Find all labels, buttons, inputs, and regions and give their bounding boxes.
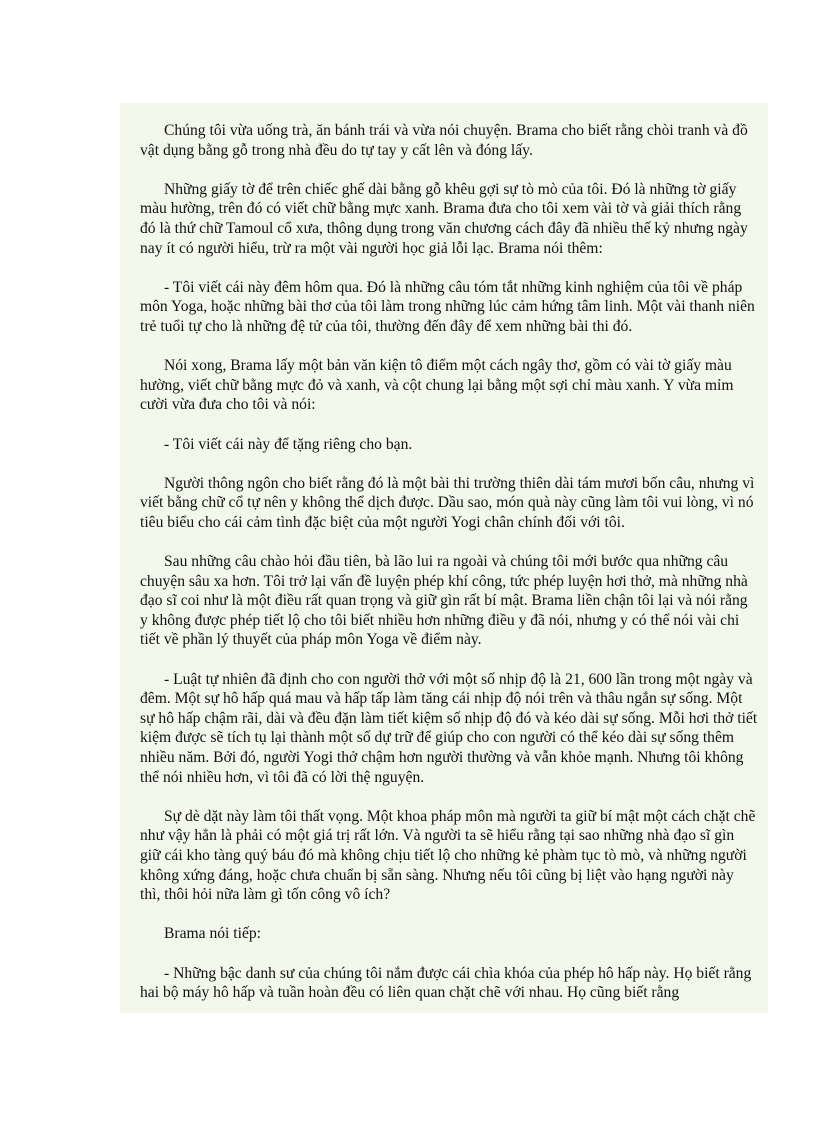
paragraph: - Luật tự nhiên đã định cho con người thở với một số nhịp độ là 21, 600 lần trong một ngày và đêm. Một sự hô hấp quá mau và hấp tấp làm tăng cái nhịp độ nói trên và thâu ngắn sự sống. Một sự hô hấp chậm rãi, dài và đều đặn làm tiết kiệm số nhịp độ đó và kéo dài sự sống. Mỗi hơi thở tiết kiệm được sẽ tích tụ lại thành một số dự trữ để giúp cho con người có thể kéo dài sự sống thêm nhiều năm. Bởi đó, người Yogi thở chậm hơn người thường và vẫn khỏe mạnh. Nhưng tôi không thể nói nhiều hơn, vì tôi đã có lời thệ nguyện. [140,670,758,786]
paragraph: Những giấy tờ để trên chiếc ghế dài bằng gỗ khêu gợi sự tò mò của tôi. Đó là những tờ giấy màu hường, trên đó có viết chữ bằng mực xanh. Brama đưa cho tôi xem vài tờ và giải thích rằng đó là thứ chữ Tamoul cổ xưa, thông dụng trong văn chương cách đây đã nhiều thế kỷ nhưng ngày nay ít có người hiểu, trừ ra một vài người học giả lỗi lạc. Brama nói thêm: [140,180,748,257]
paragraph: Brama nói tiếp: [164,925,262,943]
paragraph: Nói xong, Brama lấy một bản văn kiện tô điểm một cách ngây thơ, gồm có vài tờ giấy màu hường, viết chữ bằng mực đỏ và xanh, và cột chung lại bằng một sợi chỉ màu xanh. Y vừa mỉm cười vừa đưa cho tôi và nói: [140,357,734,414]
paragraph: - Những bậc danh sư của chúng tôi nắm được cái chìa khóa của phép hô hấp này. Họ biết rằng hai bộ máy hô hấp và tuần hoàn đều có liên quan chặt chẽ với nhau. Họ cũng biết rằng [140,964,752,1002]
paragraph: - Tôi viết cái này đêm hôm qua. Đó là những câu tóm tắt những kinh nghiệm của tôi về pháp môn Yoga, hoặc những bài thơ của tôi làm trong những lúc cảm hứng tâm linh. Một vài thanh niên trẻ tuổi tự cho là những đệ tử của tôi, thường đến đây để xem những bài thi đó. [140,278,755,335]
paragraph: - Tôi viết cái này để tặng riêng cho bạn. [164,435,413,453]
paragraph: Sự dè dặt này làm tôi thất vọng. Một khoa pháp môn mà người ta giữ bí mật một cách chặt chẽ như vậy hẳn là phải có một giá trị rất lớn. Và người ta sẽ hiểu rằng tại sao những nhà đạo sĩ gìn giữ cái kho tàng quý báu đó mà không chịu tiết lộ cho những kẻ phàm tục tò mò, và những người không xứng đáng, hoặc chưa chuẩn bị sẵn sàng. Nhưng nếu tôi cũng bị liệt vào hạng người này thì, thôi hỏi nữa làm gì tốn công vô ích? [140,807,756,904]
document-body [140,121,758,1013]
paragraph: Người thông ngôn cho biết rằng đó là một bài thi trường thiên dài tám mươi bốn câu, nhưng vì viết bằng chữ cổ tự nên y không thể dịch được. Dầu sao, món quà này cũng làm tôi vui lòng, vì nó tiêu biểu cho cái cảm tình đặc biệt của một người Yogi chân chính đối với tôi. [140,474,755,531]
paragraph: Sau những câu chào hỏi đầu tiên, bà lão lui ra ngoài và chúng tôi mới bước qua những câu chuyện sâu xa hơn. Tôi trở lại vấn đề luyện phép khí công, tức phép luyện hơi thở, mà những nhà đạo sĩ coi như là một điều rất quan trọng và giữ gìn rất bí mật. Brama liền chận tôi lại và nói rằng y không được phép tiết lộ cho tôi biết nhiều hơn những điều y đã nói, nhưng y có thể nói vài chi tiết về phần lý thuyết của pháp môn Yoga về điểm này. [140,553,748,649]
text-panel [120,103,768,1013]
paragraph: Chúng tôi vừa uống trà, ăn bánh trái và vừa nói chuyện. Brama cho biết rằng chòi tranh và đồ vật dụng bằng gỗ trong nhà đều do tự tay y cất lên và đóng lấy. [140,122,748,159]
